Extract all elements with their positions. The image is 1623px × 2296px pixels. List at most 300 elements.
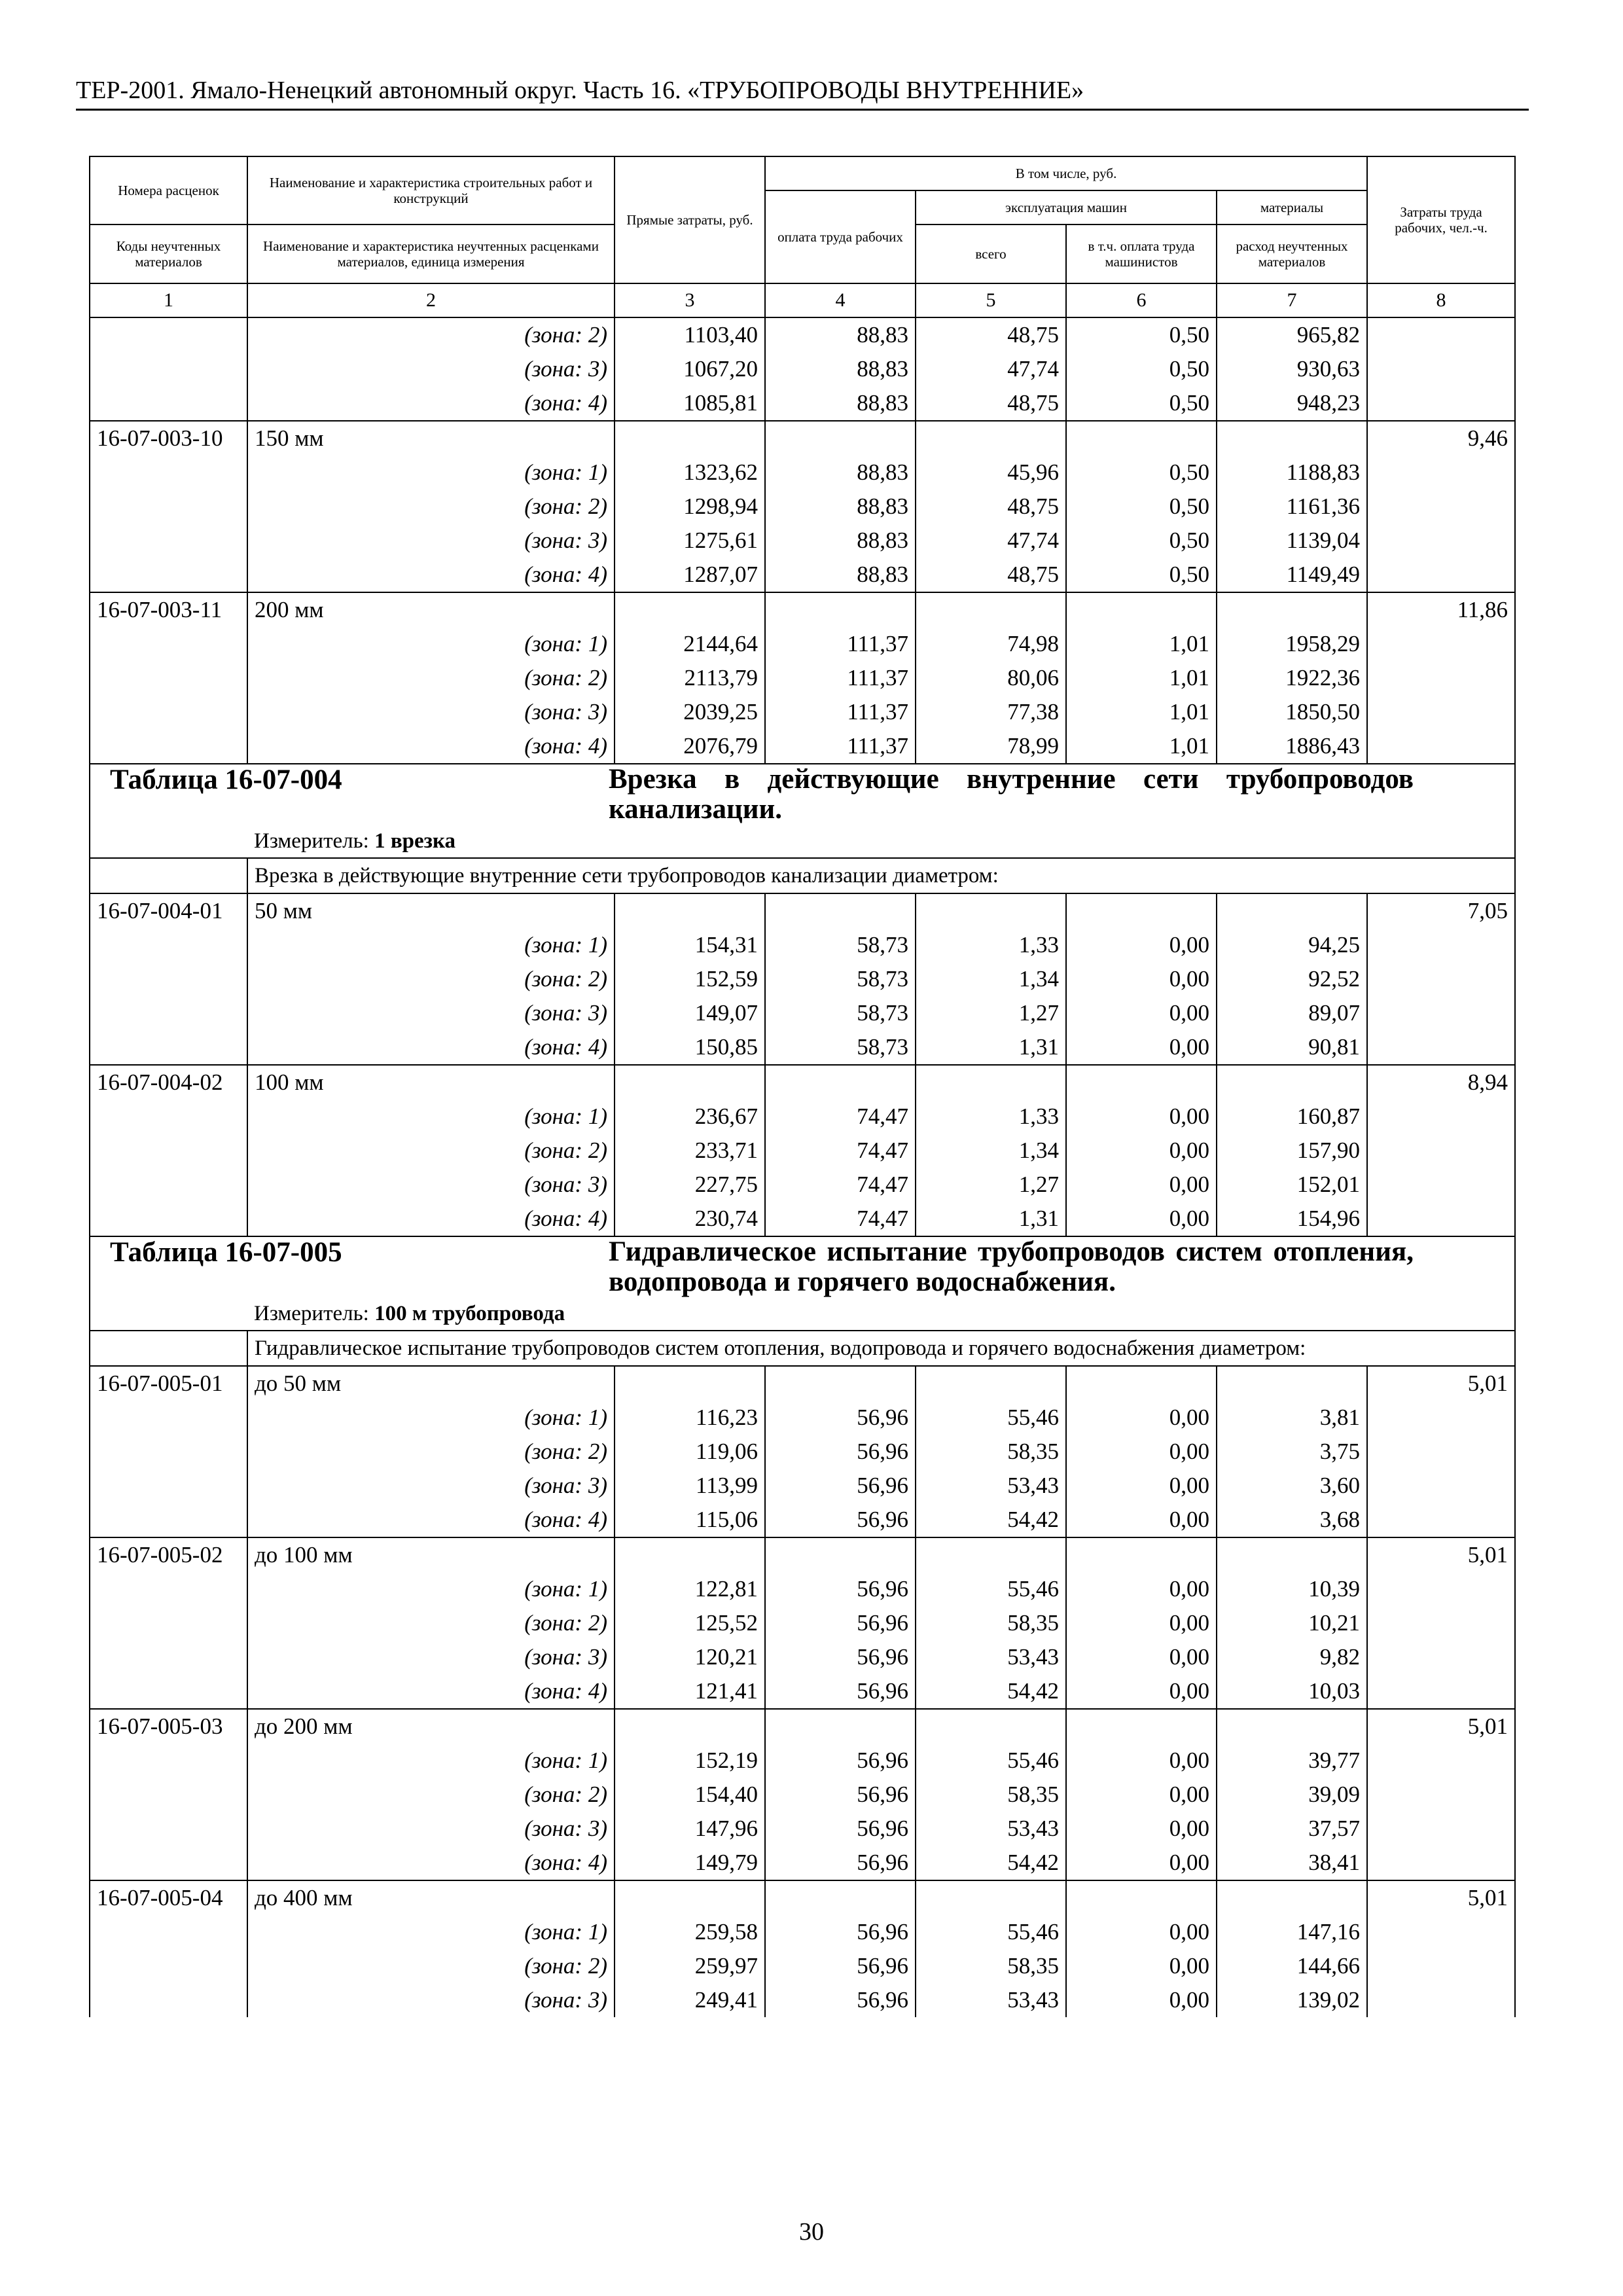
- section-title-row: [90, 1236, 1515, 1297]
- zone-row: [90, 1168, 1515, 1202]
- labor-cost-cell: [1367, 386, 1515, 421]
- zone-label: (зона: 3): [247, 352, 615, 386]
- machine-total-cell: 47,74: [916, 352, 1066, 386]
- machinist-pay-cell: 0,00: [1066, 1778, 1217, 1812]
- material-cost-cell: 948,23: [1217, 386, 1367, 421]
- labor-cost-cell: [1367, 1744, 1515, 1778]
- direct-cost-cell: 1287,07: [615, 558, 765, 592]
- rate-name: 100 мм: [247, 1065, 615, 1100]
- empty-cell: [1066, 1880, 1217, 1915]
- zone-row: [90, 1812, 1515, 1846]
- machine-total-cell: 1,31: [916, 1202, 1066, 1236]
- direct-cost-cell: 259,97: [615, 1949, 765, 1983]
- direct-cost-cell: 249,41: [615, 1983, 765, 2017]
- machine-total-cell: 55,46: [916, 1572, 1066, 1606]
- zone-row: [90, 317, 1515, 352]
- machinist-pay-cell: 0,00: [1066, 1812, 1217, 1846]
- direct-cost-cell: 149,07: [615, 996, 765, 1030]
- measure-prefix: Измеритель:: [254, 829, 369, 853]
- machine-total-cell: 1,34: [916, 1134, 1066, 1168]
- material-cost-cell: 3,81: [1217, 1401, 1367, 1435]
- empty-cell: [765, 1537, 916, 1572]
- empty-cell: [615, 1065, 765, 1100]
- direct-cost-cell: 1067,20: [615, 352, 765, 386]
- item-row: [90, 592, 1515, 627]
- code-cell: [90, 1202, 247, 1236]
- zone-row: [90, 1572, 1515, 1606]
- machinist-pay-cell: 0,50: [1066, 524, 1217, 558]
- machine-total-cell: 53,43: [916, 1983, 1066, 2017]
- direct-cost-cell: 227,75: [615, 1168, 765, 1202]
- zone-label: (зона: 4): [247, 1202, 615, 1236]
- direct-cost-cell: 259,58: [615, 1915, 765, 1949]
- labor-cost-cell: [1367, 695, 1515, 729]
- zone-row: [90, 1640, 1515, 1674]
- measure-row: [90, 1297, 1515, 1331]
- zone-row: [90, 1846, 1515, 1880]
- code-cell: [90, 1435, 247, 1469]
- code-cell: [90, 1949, 247, 1983]
- item-row: [90, 1537, 1515, 1572]
- labor-pay-cell: 111,37: [765, 695, 916, 729]
- direct-cost-cell: 121,41: [615, 1674, 765, 1709]
- material-cost-cell: 10,39: [1217, 1572, 1367, 1606]
- rate-code: 16-07-003-11: [90, 592, 247, 627]
- empty-cell: [916, 893, 1066, 928]
- direct-cost-cell: 2144,64: [615, 627, 765, 661]
- running-header: ТЕР-2001. Ямало-Ненецкий автономный округ. Часть 16. «ТРУБОПРОВОДЫ ВНУТРЕННИЕ»: [76, 75, 1529, 111]
- labor-pay-cell: 56,96: [765, 1915, 916, 1949]
- machine-total-cell: 47,74: [916, 524, 1066, 558]
- empty-cell: [765, 1065, 916, 1100]
- material-cost-cell: 152,01: [1217, 1168, 1367, 1202]
- material-cost-cell: 160,87: [1217, 1100, 1367, 1134]
- labor-pay-cell: 88,83: [765, 490, 916, 524]
- labor-cost-cell: [1367, 1401, 1515, 1435]
- machinist-pay-cell: 0,50: [1066, 558, 1217, 592]
- zone-row: [90, 1778, 1515, 1812]
- empty-cell: [916, 1366, 1066, 1401]
- labor-cost-cell: [1367, 1435, 1515, 1469]
- header-raskhod: расход неучтенных материалов: [1217, 224, 1367, 283]
- empty-cell: [765, 421, 916, 456]
- zone-label: (зона: 2): [247, 317, 615, 352]
- zone-label: (зона: 4): [247, 1030, 615, 1065]
- direct-cost-cell: 152,59: [615, 962, 765, 996]
- material-cost-cell: 90,81: [1217, 1030, 1367, 1065]
- machine-total-cell: 1,27: [916, 996, 1066, 1030]
- labor-pay-cell: 88,83: [765, 386, 916, 421]
- zone-label: (зона: 2): [247, 1435, 615, 1469]
- caption-row: [90, 1331, 1515, 1366]
- rate-code: 16-07-005-03: [90, 1709, 247, 1744]
- rate-code: 16-07-005-04: [90, 1880, 247, 1915]
- machine-total-cell: 1,34: [916, 962, 1066, 996]
- material-cost-cell: 39,09: [1217, 1778, 1367, 1812]
- measure-value: 100 м трубопровода: [374, 1302, 565, 1325]
- empty-cell: [1066, 421, 1217, 456]
- empty-cell: [615, 1709, 765, 1744]
- machinist-pay-cell: 0,00: [1066, 1915, 1217, 1949]
- labor-pay-cell: 56,96: [765, 1983, 916, 2017]
- zone-row: [90, 1606, 1515, 1640]
- material-cost-cell: 1149,49: [1217, 558, 1367, 592]
- zone-row: [90, 996, 1515, 1030]
- labor-cost-cell: 11,86: [1367, 592, 1515, 627]
- zone-label: (зона: 3): [247, 1469, 615, 1503]
- machine-total-cell: 48,75: [916, 558, 1066, 592]
- machinist-pay-cell: 0,00: [1066, 996, 1217, 1030]
- empty-cell: [765, 592, 916, 627]
- labor-pay-cell: 56,96: [765, 1469, 916, 1503]
- empty-cell: [615, 1537, 765, 1572]
- column-number: 6: [1066, 283, 1217, 317]
- machinist-pay-cell: 0,00: [1066, 1030, 1217, 1065]
- machinist-pay-cell: 0,00: [1066, 1168, 1217, 1202]
- labor-cost-cell: [1367, 962, 1515, 996]
- code-cell: [90, 962, 247, 996]
- section-caption: Врезка в действующие внутренние сети трубопроводов канализации диаметром:: [247, 858, 1515, 893]
- measure-text: [97, 828, 1508, 854]
- direct-cost-cell: 1275,61: [615, 524, 765, 558]
- empty-cell: [1217, 1065, 1367, 1100]
- material-cost-cell: 38,41: [1217, 1846, 1367, 1880]
- labor-cost-cell: [1367, 456, 1515, 490]
- caption-row: [90, 858, 1515, 893]
- item-row: [90, 893, 1515, 928]
- empty-cell: [1066, 1537, 1217, 1572]
- labor-pay-cell: 56,96: [765, 1640, 916, 1674]
- zone-label: (зона: 4): [247, 729, 615, 764]
- empty-cell: [1066, 893, 1217, 928]
- header-materialy: материалы: [1217, 190, 1367, 224]
- labor-cost-cell: [1367, 1030, 1515, 1065]
- material-cost-cell: 3,75: [1217, 1435, 1367, 1469]
- code-cell: [90, 1674, 247, 1709]
- material-cost-cell: 139,02: [1217, 1983, 1367, 2017]
- zone-row: [90, 1100, 1515, 1134]
- empty-cell: [1217, 1709, 1367, 1744]
- machinist-pay-cell: 0,00: [1066, 1100, 1217, 1134]
- table-label: Таблица 16-07-004: [110, 764, 342, 795]
- zone-row: [90, 1949, 1515, 1983]
- direct-cost-cell: 1323,62: [615, 456, 765, 490]
- caption-blank: [90, 1331, 247, 1366]
- zone-label: (зона: 1): [247, 1915, 615, 1949]
- labor-cost-cell: [1367, 490, 1515, 524]
- material-cost-cell: 1850,50: [1217, 695, 1367, 729]
- zone-row: [90, 1435, 1515, 1469]
- code-cell: [90, 1744, 247, 1778]
- header-naim-mater: Наименование и характеристика неучтенных расценками материалов, единица измерения: [247, 224, 615, 283]
- machine-total-cell: 58,35: [916, 1949, 1066, 1983]
- machine-total-cell: 53,43: [916, 1640, 1066, 1674]
- direct-cost-cell: 1103,40: [615, 317, 765, 352]
- zone-row: [90, 1469, 1515, 1503]
- labor-pay-cell: 56,96: [765, 1572, 916, 1606]
- machinist-pay-cell: 0,00: [1066, 1983, 1217, 2017]
- code-cell: [90, 928, 247, 962]
- labor-cost-cell: [1367, 1202, 1515, 1236]
- labor-cost-cell: 9,46: [1367, 421, 1515, 456]
- zone-label: (зона: 3): [247, 695, 615, 729]
- item-row: [90, 1709, 1515, 1744]
- measure-text: [97, 1300, 1508, 1327]
- labor-cost-cell: [1367, 1572, 1515, 1606]
- labor-pay-cell: 56,96: [765, 1744, 916, 1778]
- zone-label: (зона: 4): [247, 386, 615, 421]
- labor-cost-cell: [1367, 1469, 1515, 1503]
- measure-cell: [90, 1297, 1515, 1331]
- labor-pay-cell: 111,37: [765, 661, 916, 695]
- code-cell: [90, 1469, 247, 1503]
- labor-pay-cell: 88,83: [765, 558, 916, 592]
- empty-cell: [1066, 1366, 1217, 1401]
- code-cell: [90, 1846, 247, 1880]
- labor-pay-cell: 56,96: [765, 1778, 916, 1812]
- code-cell: [90, 695, 247, 729]
- zone-row: [90, 627, 1515, 661]
- measure-value: 1 врезка: [374, 829, 455, 853]
- zone-row: [90, 1030, 1515, 1065]
- header-oplata: оплата труда рабочих: [765, 190, 916, 283]
- labor-cost-cell: [1367, 928, 1515, 962]
- labor-cost-cell: [1367, 1100, 1515, 1134]
- labor-cost-cell: 5,01: [1367, 1366, 1515, 1401]
- column-number: 1: [90, 283, 247, 317]
- zone-label: (зона: 1): [247, 456, 615, 490]
- zone-row: [90, 558, 1515, 592]
- empty-cell: [615, 893, 765, 928]
- material-cost-cell: 92,52: [1217, 962, 1367, 996]
- labor-cost-cell: [1367, 627, 1515, 661]
- code-cell: [90, 996, 247, 1030]
- machine-total-cell: 55,46: [916, 1401, 1066, 1435]
- labor-pay-cell: 111,37: [765, 729, 916, 764]
- empty-cell: [1217, 1537, 1367, 1572]
- direct-cost-cell: 1298,94: [615, 490, 765, 524]
- zone-label: (зона: 2): [247, 1949, 615, 1983]
- zone-row: [90, 729, 1515, 764]
- header-pryamye: Прямые затраты, руб.: [615, 156, 765, 283]
- labor-cost-cell: [1367, 1846, 1515, 1880]
- labor-pay-cell: 56,96: [765, 1435, 916, 1469]
- labor-pay-cell: 58,73: [765, 1030, 916, 1065]
- code-cell: [90, 1401, 247, 1435]
- header-ekspluatatsiya: эксплуатация машин: [916, 190, 1217, 224]
- zone-label: (зона: 1): [247, 1572, 615, 1606]
- empty-cell: [916, 592, 1066, 627]
- zone-label: (зона: 3): [247, 1812, 615, 1846]
- section-title: [90, 764, 1515, 825]
- direct-cost-cell: 154,40: [615, 1778, 765, 1812]
- direct-cost-cell: 115,06: [615, 1503, 765, 1537]
- code-cell: [90, 1572, 247, 1606]
- empty-cell: [765, 1880, 916, 1915]
- material-cost-cell: 1188,83: [1217, 456, 1367, 490]
- labor-pay-cell: 74,47: [765, 1134, 916, 1168]
- labor-cost-cell: [1367, 1503, 1515, 1537]
- labor-cost-cell: [1367, 558, 1515, 592]
- labor-pay-cell: 56,96: [765, 1812, 916, 1846]
- column-number: 8: [1367, 283, 1515, 317]
- section-title-row: [90, 764, 1515, 825]
- code-cell: [90, 1983, 247, 2017]
- zone-label: (зона: 3): [247, 1640, 615, 1674]
- material-cost-cell: 10,21: [1217, 1606, 1367, 1640]
- header-nomera: Номера расценок: [90, 156, 247, 224]
- direct-cost-cell: 154,31: [615, 928, 765, 962]
- code-cell: [90, 729, 247, 764]
- zone-row: [90, 1503, 1515, 1537]
- labor-pay-cell: 88,83: [765, 524, 916, 558]
- machinist-pay-cell: 0,00: [1066, 962, 1217, 996]
- machine-total-cell: 77,38: [916, 695, 1066, 729]
- empty-cell: [765, 1709, 916, 1744]
- direct-cost-cell: 120,21: [615, 1640, 765, 1674]
- direct-cost-cell: 149,79: [615, 1846, 765, 1880]
- labor-cost-cell: 8,94: [1367, 1065, 1515, 1100]
- labor-cost-cell: [1367, 1949, 1515, 1983]
- labor-pay-cell: 88,83: [765, 352, 916, 386]
- zone-label: (зона: 1): [247, 627, 615, 661]
- direct-cost-cell: 2076,79: [615, 729, 765, 764]
- code-cell: [90, 1640, 247, 1674]
- rate-code: 16-07-003-10: [90, 421, 247, 456]
- labor-pay-cell: 74,47: [765, 1100, 916, 1134]
- machine-total-cell: 1,33: [916, 1100, 1066, 1134]
- empty-cell: [916, 1709, 1066, 1744]
- table-title: Гидравлическое испытание трубопроводов систем отопления, водопровода и горячего водоснабжения.: [609, 1236, 1414, 1297]
- zone-label: (зона: 2): [247, 490, 615, 524]
- empty-cell: [615, 1880, 765, 1915]
- code-cell: [90, 1503, 247, 1537]
- zone-row: [90, 524, 1515, 558]
- machine-total-cell: 1,33: [916, 928, 1066, 962]
- labor-cost-cell: [1367, 661, 1515, 695]
- zone-label: (зона: 2): [247, 661, 615, 695]
- zone-label: (зона: 2): [247, 1134, 615, 1168]
- direct-cost-cell: 113,99: [615, 1469, 765, 1503]
- machinist-pay-cell: 0,00: [1066, 1744, 1217, 1778]
- machinist-pay-cell: 0,50: [1066, 490, 1217, 524]
- machine-total-cell: 54,42: [916, 1674, 1066, 1709]
- code-cell: [90, 1030, 247, 1065]
- zone-row: [90, 928, 1515, 962]
- direct-cost-cell: 119,06: [615, 1435, 765, 1469]
- zone-row: [90, 1134, 1515, 1168]
- machinist-pay-cell: 0,00: [1066, 1401, 1217, 1435]
- zone-row: [90, 1674, 1515, 1709]
- machinist-pay-cell: 1,01: [1066, 729, 1217, 764]
- labor-pay-cell: 88,83: [765, 317, 916, 352]
- machinist-pay-cell: 0,00: [1066, 1469, 1217, 1503]
- labor-pay-cell: 56,96: [765, 1503, 916, 1537]
- labor-pay-cell: 88,83: [765, 456, 916, 490]
- empty-cell: [765, 893, 916, 928]
- material-cost-cell: 144,66: [1217, 1949, 1367, 1983]
- code-cell: [90, 1168, 247, 1202]
- caption-blank: [90, 858, 247, 893]
- labor-cost-cell: [1367, 352, 1515, 386]
- zone-label: (зона: 4): [247, 1674, 615, 1709]
- zone-row: [90, 1915, 1515, 1949]
- zone-label: (зона: 4): [247, 1846, 615, 1880]
- machine-total-cell: 48,75: [916, 490, 1066, 524]
- zone-row: [90, 661, 1515, 695]
- machinist-pay-cell: 0,50: [1066, 317, 1217, 352]
- zone-row: [90, 490, 1515, 524]
- machine-total-cell: 55,46: [916, 1915, 1066, 1949]
- rate-name: 200 мм: [247, 592, 615, 627]
- labor-cost-cell: [1367, 1134, 1515, 1168]
- section-caption: Гидравлическое испытание трубопроводов систем отопления, водопровода и горячего водоснабжения диаметром:: [247, 1331, 1515, 1366]
- machinist-pay-cell: 0,00: [1066, 928, 1217, 962]
- labor-pay-cell: 56,96: [765, 1401, 916, 1435]
- material-cost-cell: 94,25: [1217, 928, 1367, 962]
- direct-cost-cell: 230,74: [615, 1202, 765, 1236]
- table-title: Врезка в действующие внутренние сети трубопроводов канализации.: [609, 764, 1414, 825]
- rate-name: до 400 мм: [247, 1880, 615, 1915]
- labor-pay-cell: 58,73: [765, 962, 916, 996]
- labor-pay-cell: 56,96: [765, 1674, 916, 1709]
- code-cell: [90, 456, 247, 490]
- labor-cost-cell: [1367, 1606, 1515, 1640]
- empty-cell: [1066, 592, 1217, 627]
- direct-cost-cell: 125,52: [615, 1606, 765, 1640]
- empty-cell: [1066, 1065, 1217, 1100]
- code-cell: [90, 1915, 247, 1949]
- labor-cost-cell: 5,01: [1367, 1709, 1515, 1744]
- labor-pay-cell: 74,47: [765, 1202, 916, 1236]
- rate-code: 16-07-004-01: [90, 893, 247, 928]
- code-cell: [90, 524, 247, 558]
- rate-code: 16-07-004-02: [90, 1065, 247, 1100]
- labor-pay-cell: 56,96: [765, 1846, 916, 1880]
- machine-total-cell: 53,43: [916, 1469, 1066, 1503]
- machine-total-cell: 48,75: [916, 386, 1066, 421]
- machinist-pay-cell: 0,00: [1066, 1949, 1217, 1983]
- machine-total-cell: 58,35: [916, 1606, 1066, 1640]
- labor-cost-cell: [1367, 317, 1515, 352]
- rate-name: до 50 мм: [247, 1366, 615, 1401]
- zone-row: [90, 1744, 1515, 1778]
- empty-cell: [615, 421, 765, 456]
- material-cost-cell: 89,07: [1217, 996, 1367, 1030]
- zone-row: [90, 456, 1515, 490]
- direct-cost-cell: 116,23: [615, 1401, 765, 1435]
- empty-cell: [1066, 1709, 1217, 1744]
- material-cost-cell: 3,68: [1217, 1503, 1367, 1537]
- item-row: [90, 421, 1515, 456]
- column-number: 5: [916, 283, 1066, 317]
- zone-row: [90, 695, 1515, 729]
- column-number: 7: [1217, 283, 1367, 317]
- machine-total-cell: 54,42: [916, 1846, 1066, 1880]
- empty-cell: [1217, 421, 1367, 456]
- zone-label: (зона: 3): [247, 1168, 615, 1202]
- empty-cell: [916, 421, 1066, 456]
- item-row: [90, 1366, 1515, 1401]
- price-table: [89, 156, 1516, 2017]
- material-cost-cell: 154,96: [1217, 1202, 1367, 1236]
- machine-total-cell: 78,99: [916, 729, 1066, 764]
- zone-label: (зона: 3): [247, 996, 615, 1030]
- header-vsego: всего: [916, 224, 1066, 283]
- column-number: 3: [615, 283, 765, 317]
- material-cost-cell: 1958,29: [1217, 627, 1367, 661]
- direct-cost-cell: 2039,25: [615, 695, 765, 729]
